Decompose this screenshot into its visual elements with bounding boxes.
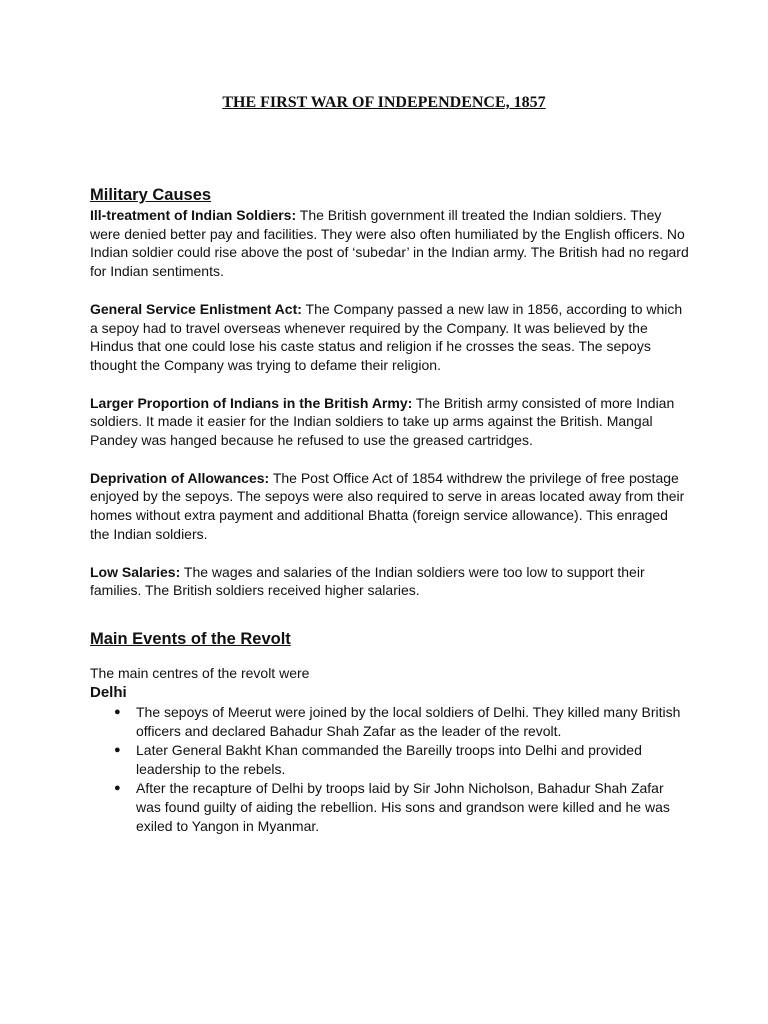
list-item-text: After the recapture of Delhi by troops laid by Sir John Nicholson, Bahadur Shah Zafar was found guilty of aiding the rebellion. His sons and grandson were killed and he was exiled to Yangon in Myanmar. [136,779,670,834]
paragraph-enlistment-act [90,300,690,375]
delhi-bullet-list [90,703,690,836]
bullet-icon: ● [114,781,121,794]
paragraph-ill-treatment [90,206,690,281]
paragraph-label: Larger Proportion of Indians in the British Army: [90,394,413,411]
list-item [90,741,690,779]
paragraph-label: General Service Enlistment Act: [90,300,302,317]
list-item [90,703,690,741]
sub-heading-delhi: Delhi [90,683,127,701]
paragraph-text: The Post Office Act of 1854 withdrew the privilege of free postage enjoyed by the sepoys. The sepoys were also required to serve in areas located away from their homes without extra payment and additional Bhatta (foreign service allowance). This enraged the Indian soldiers. [90,469,685,542]
list-item-text: Later General Bakht Khan commanded the Bareilly troops into Delhi and provided leadership to the rebels. [136,741,642,777]
bullet-icon: ● [114,743,121,756]
paragraph-text: The Company passed a new law in 1856, according to which a sepoy had to travel overseas whenever required by the Company. It was believed by the Hindus that one could lose his caste status and religion if he crosses the seas. The sepoys thought the Company was trying to defame their religion. [90,300,683,373]
section-heading-main-events: Main Events of the Revolt [90,629,291,648]
bullet-icon: ● [114,705,121,718]
paragraph-label: Ill-treatment of Indian Soldiers: [90,207,297,223]
paragraph-larger-proportion [90,394,690,450]
paragraph-label: Low Salaries: [90,563,181,580]
paragraph-text: The British army consisted of more Indian soldiers. It made it easier for the Indian soldiers to take up arms against the British. Mangal Pandey was hanged because he refused to use the greased cartridges. [90,394,675,449]
paragraph-label: Deprivation of Allowances: [90,469,270,486]
list-item [90,779,690,836]
paragraph-low-salaries [90,563,690,600]
document-body [90,184,690,836]
main-events-intro: The main centres of the revolt were [90,664,310,681]
section-heading-military-causes: Military Causes [90,186,212,204]
paragraph-deprivation-allowances [90,469,690,544]
paragraph-text: The wages and salaries of the Indian soldiers were too low to support their families. The British soldiers received higher salaries. [90,563,645,599]
list-item-text: The sepoys of Meerut were joined by the local soldiers of Delhi. They killed many British officers and declared Bahadur Shah Zafar as the leader of the revolt. [136,703,681,739]
paragraph-text: The British government ill treated the Indian soldiers. They were denied better pay and facilities. They were also often humiliated by the English officers. No Indian soldier could rise above the post of ‘subedar’ in the Indian army. The British had no regard for Indian sentiments. [90,207,689,280]
document-title: THE FIRST WAR OF INDEPENDENCE, 1857 [222,94,546,111]
